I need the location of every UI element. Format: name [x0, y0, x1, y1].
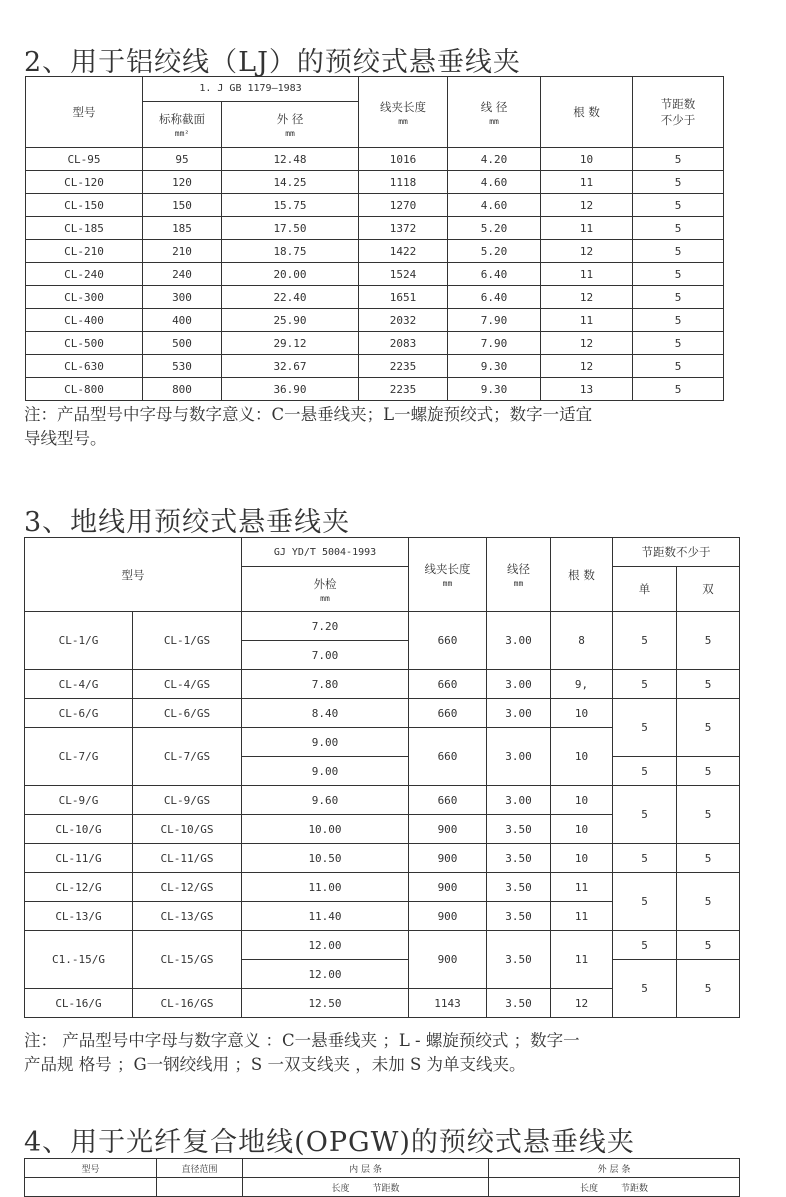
cell: CL-1/GS — [133, 612, 242, 670]
cell: 3.00 — [487, 786, 551, 815]
table-row — [26, 171, 724, 194]
cell: CL-9/GS — [133, 786, 242, 815]
header-outer-diameter-unit: mm — [285, 128, 295, 138]
cell: 5 — [613, 670, 677, 699]
cell: 660 — [409, 786, 487, 815]
header-pitch — [633, 77, 724, 148]
s4-header-model: 型号 — [25, 1159, 157, 1178]
cell: 400 — [143, 309, 222, 332]
s3-header-outer-unit: mm — [320, 593, 330, 603]
cell: 1372 — [359, 217, 448, 240]
cell: 5 — [613, 786, 677, 844]
cell: 11 — [541, 217, 633, 240]
cell: 5.20 — [448, 240, 541, 263]
s4-subheader-empty — [157, 1178, 243, 1197]
cell: 500 — [143, 332, 222, 355]
table-row — [26, 240, 724, 263]
cell: 36.90 — [222, 378, 359, 401]
cell: 5 — [613, 873, 677, 931]
cell: 7.00 — [242, 641, 409, 670]
s3-header-wire-diameter — [487, 538, 551, 612]
cell: 3.00 — [487, 612, 551, 670]
cell: 5 — [613, 699, 677, 757]
cell: 150 — [143, 194, 222, 217]
cell: 9.30 — [448, 355, 541, 378]
cell: CL-13/G — [25, 902, 133, 931]
cell: 660 — [409, 670, 487, 699]
cell: 10 — [551, 815, 613, 844]
cell: CL-500 — [26, 332, 143, 355]
section3-title: 3、地线用预绞式悬垂线夹 — [24, 507, 351, 538]
cell: 5.20 — [448, 217, 541, 240]
cell: 4.60 — [448, 194, 541, 217]
cell: 5 — [633, 332, 724, 355]
cell: 5 — [677, 757, 740, 786]
table-row — [26, 309, 724, 332]
cell: CL-7/GS — [133, 728, 242, 786]
cell: 5 — [677, 670, 740, 699]
cell: CL-120 — [26, 171, 143, 194]
cell: 22.40 — [222, 286, 359, 309]
section2-note-line2: 导线型号。 — [24, 429, 107, 448]
header-standard: 1. J GB 1179—1983 — [143, 77, 359, 102]
cell: 5 — [633, 355, 724, 378]
s4-subheader-inner — [243, 1178, 489, 1197]
cell: 3.50 — [487, 902, 551, 931]
cell: 11 — [551, 931, 613, 989]
s3-header-outer — [242, 567, 409, 612]
cell: 3.50 — [487, 815, 551, 844]
header-outer-diameter-label: 外 径 — [276, 111, 304, 126]
cell: 10.50 — [242, 844, 409, 873]
cell: 210 — [143, 240, 222, 263]
s4-outer-length: 长度 — [580, 1183, 599, 1194]
cell: 5 — [633, 309, 724, 332]
cell: 5 — [633, 148, 724, 171]
cell: CL-1/G — [25, 612, 133, 670]
cell: 12 — [551, 989, 613, 1018]
cell: 5 — [613, 931, 677, 960]
cell: 7.20 — [242, 612, 409, 641]
cell: 1651 — [359, 286, 448, 309]
cell: 900 — [409, 902, 487, 931]
cell: 10 — [551, 786, 613, 815]
cell: 6.40 — [448, 263, 541, 286]
header-outer-diameter — [222, 101, 359, 147]
table-row — [26, 263, 724, 286]
cell: 6.40 — [448, 286, 541, 309]
cell: CL-95 — [26, 148, 143, 171]
cell: 5 — [677, 699, 740, 757]
cell: 5 — [613, 757, 677, 786]
section2-note-line1: 注：产品型号中字母与数字意义：C一悬垂线夹；L一螺旋预绞式；数字一适宜 — [24, 405, 593, 424]
cell: 9.60 — [242, 786, 409, 815]
cell: CL-7/G — [25, 728, 133, 786]
cell: CL-10/GS — [133, 815, 242, 844]
section3-note-line2: 产品规 格号 ；G一钢绞线用 ；S 一双支线夹 ，未加 S 为单支线夹。 — [24, 1055, 526, 1074]
s3-header-clamp-length — [409, 538, 487, 612]
cell: 1270 — [359, 194, 448, 217]
cell: 12 — [541, 355, 633, 378]
cell: 13 — [541, 378, 633, 401]
cell: 5 — [613, 612, 677, 670]
cell: 12 — [541, 286, 633, 309]
cell: 1524 — [359, 263, 448, 286]
cell: 12 — [541, 332, 633, 355]
cell: 3.00 — [487, 670, 551, 699]
cell: CL-185 — [26, 217, 143, 240]
s4-inner-length: 长度 — [331, 1183, 350, 1194]
header-clamp-length — [359, 77, 448, 148]
s4-subheader-empty — [25, 1178, 157, 1197]
cell: 95 — [143, 148, 222, 171]
cell: 11.00 — [242, 873, 409, 902]
cell: CL-800 — [26, 378, 143, 401]
cell: 660 — [409, 728, 487, 786]
header-nominal-section-unit: mm² — [174, 128, 190, 138]
section2-title: 2、用于铝绞线（LJ）的预绞式悬垂线夹 — [24, 47, 521, 78]
cell: 900 — [409, 873, 487, 902]
s3-header-count: 根 数 — [551, 538, 613, 612]
table-row — [26, 148, 724, 171]
cell: CL-150 — [26, 194, 143, 217]
cell: 20.00 — [222, 263, 359, 286]
cell: 7.80 — [242, 670, 409, 699]
s4-subheader-outer — [489, 1178, 740, 1197]
table-row — [26, 217, 724, 240]
s4-outer-pitch: 节距数 — [620, 1183, 648, 1194]
cell: 1118 — [359, 171, 448, 194]
cell: 12 — [541, 240, 633, 263]
cell: 300 — [143, 286, 222, 309]
header-clamp-length-unit: mm — [398, 116, 408, 126]
cell: CL-6/G — [25, 699, 133, 728]
cell: CL-16/GS — [133, 989, 242, 1018]
cell: 900 — [409, 815, 487, 844]
s3-header-wire-diameter-unit: mm — [513, 579, 524, 588]
cell: 5 — [633, 171, 724, 194]
cell: CL-15/GS — [133, 931, 242, 989]
table-row — [26, 332, 724, 355]
section2-table — [25, 76, 724, 401]
cell: CL-9/G — [25, 786, 133, 815]
s3-header-clamp-length-unit: mm — [442, 579, 453, 588]
cell: 15.75 — [222, 194, 359, 217]
cell: CL-10/G — [25, 815, 133, 844]
cell: 5 — [633, 378, 724, 401]
cell: 29.12 — [222, 332, 359, 355]
header-nominal-section — [143, 101, 222, 147]
cell: 11 — [541, 171, 633, 194]
cell: CL-4/GS — [133, 670, 242, 699]
cell: 3.50 — [487, 989, 551, 1018]
cell: C1.-15/G — [25, 931, 133, 989]
cell: 2235 — [359, 378, 448, 401]
cell: 7.90 — [448, 309, 541, 332]
cell: CL-16/G — [25, 989, 133, 1018]
cell: 3.50 — [487, 931, 551, 989]
cell: 8 — [551, 612, 613, 670]
section3-note-line1: 注： 产品型号中字母与数字意义 ：C一悬垂线夹 ；L - 螺旋预绞式 ；数字一 — [24, 1031, 580, 1050]
cell: 5 — [677, 786, 740, 844]
cell: CL-11/G — [25, 844, 133, 873]
cell: CL-630 — [26, 355, 143, 378]
cell: CL-13/GS — [133, 902, 242, 931]
cell: 5 — [677, 873, 740, 931]
cell: CL-4/G — [25, 670, 133, 699]
cell: CL-12/G — [25, 873, 133, 902]
cell: 1143 — [409, 989, 487, 1018]
cell: 10 — [551, 699, 613, 728]
cell: 120 — [143, 171, 222, 194]
cell: 12.50 — [242, 989, 409, 1018]
cell: 5 — [613, 844, 677, 873]
cell: 3.00 — [487, 728, 551, 786]
cell: CL-400 — [26, 309, 143, 332]
cell: 185 — [143, 217, 222, 240]
cell: 800 — [143, 378, 222, 401]
s3-header-single: 单 — [613, 567, 677, 612]
cell: 11.40 — [242, 902, 409, 931]
s3-header-double: 双 — [677, 567, 740, 612]
cell: CL-240 — [26, 263, 143, 286]
cell: 5 — [633, 194, 724, 217]
cell: 10 — [551, 728, 613, 786]
cell: CL-6/GS — [133, 699, 242, 728]
header-pitch-line1: 节距数 — [660, 97, 696, 111]
header-wire-diameter — [448, 77, 541, 148]
cell: 5 — [633, 263, 724, 286]
s4-header-outer-strand: 外 层 条 — [489, 1159, 740, 1178]
cell: 660 — [409, 699, 487, 728]
header-clamp-length-label: 线夹长度 — [380, 99, 427, 114]
cell: 5 — [677, 612, 740, 670]
cell: 11 — [551, 873, 613, 902]
cell: 9, — [551, 670, 613, 699]
header-pitch-line2: 不少于 — [660, 113, 696, 127]
table-row — [26, 355, 724, 378]
cell: 11 — [541, 263, 633, 286]
cell: 10.00 — [242, 815, 409, 844]
cell: 4.20 — [448, 148, 541, 171]
cell: 240 — [143, 263, 222, 286]
cell: 5 — [677, 844, 740, 873]
header-model: 型号 — [26, 77, 143, 148]
cell: 530 — [143, 355, 222, 378]
table-row — [26, 378, 724, 401]
cell: 3.00 — [487, 699, 551, 728]
s4-inner-pitch: 节距数 — [372, 1183, 400, 1194]
cell: 2235 — [359, 355, 448, 378]
cell: CL-11/GS — [133, 844, 242, 873]
header-nominal-section-label: 标称截面 — [159, 111, 205, 126]
cell: CL-300 — [26, 286, 143, 309]
cell: 11 — [541, 309, 633, 332]
cell: 7.90 — [448, 332, 541, 355]
cell: 2032 — [359, 309, 448, 332]
cell: 12 — [541, 194, 633, 217]
header-count: 根 数 — [541, 77, 633, 148]
table-row — [26, 286, 724, 309]
section3-table — [24, 537, 740, 1018]
cell: 900 — [409, 844, 487, 873]
cell: 25.90 — [222, 309, 359, 332]
cell: CL-12/GS — [133, 873, 242, 902]
cell: 12.00 — [242, 960, 409, 989]
cell: 32.67 — [222, 355, 359, 378]
cell: 660 — [409, 612, 487, 670]
cell: 1422 — [359, 240, 448, 263]
cell: 17.50 — [222, 217, 359, 240]
cell: 5 — [613, 960, 677, 1018]
cell: 5 — [677, 960, 740, 1018]
s4-header-diameter-range: 直径范围 — [157, 1159, 243, 1178]
cell: 900 — [409, 931, 487, 989]
cell: 9.00 — [242, 757, 409, 786]
cell: 4.60 — [448, 171, 541, 194]
cell: 5 — [633, 286, 724, 309]
section2-table-body — [26, 148, 724, 401]
s3-header-clamp-length-label: 线夹长度 — [424, 562, 471, 576]
cell: 12.00 — [242, 931, 409, 960]
cell: 8.40 — [242, 699, 409, 728]
s3-header-wire-diameter-label: 线径 — [507, 562, 530, 576]
header-wire-diameter-unit: mm — [489, 116, 499, 126]
cell: 3.50 — [487, 873, 551, 902]
cell: 10 — [551, 844, 613, 873]
cell: 14.25 — [222, 171, 359, 194]
cell: 10 — [541, 148, 633, 171]
cell: 3.50 — [487, 844, 551, 873]
cell: 5 — [677, 931, 740, 960]
section4-table — [24, 1158, 740, 1197]
cell: 1016 — [359, 148, 448, 171]
cell: 9.30 — [448, 378, 541, 401]
header-wire-diameter-label: 线 径 — [480, 99, 508, 114]
section4-title: 4、用于光纤复合地线(OPGW)的预绞式悬垂线夹 — [24, 1127, 635, 1158]
cell: 11 — [551, 902, 613, 931]
s4-header-inner-strand: 内 层 条 — [243, 1159, 489, 1178]
cell: 18.75 — [222, 240, 359, 263]
cell: 2083 — [359, 332, 448, 355]
cell: 9.00 — [242, 728, 409, 757]
s3-header-standard: GJ YD/T 5004-1993 — [242, 538, 409, 567]
cell: CL-210 — [26, 240, 143, 263]
s3-header-model: 型号 — [25, 538, 242, 612]
cell: 12.48 — [222, 148, 359, 171]
s3-header-outer-label: 外检 — [313, 576, 337, 591]
table-row — [26, 194, 724, 217]
cell: 5 — [633, 217, 724, 240]
s3-header-pitch: 节距数不少于 — [613, 538, 740, 567]
cell: 5 — [633, 240, 724, 263]
